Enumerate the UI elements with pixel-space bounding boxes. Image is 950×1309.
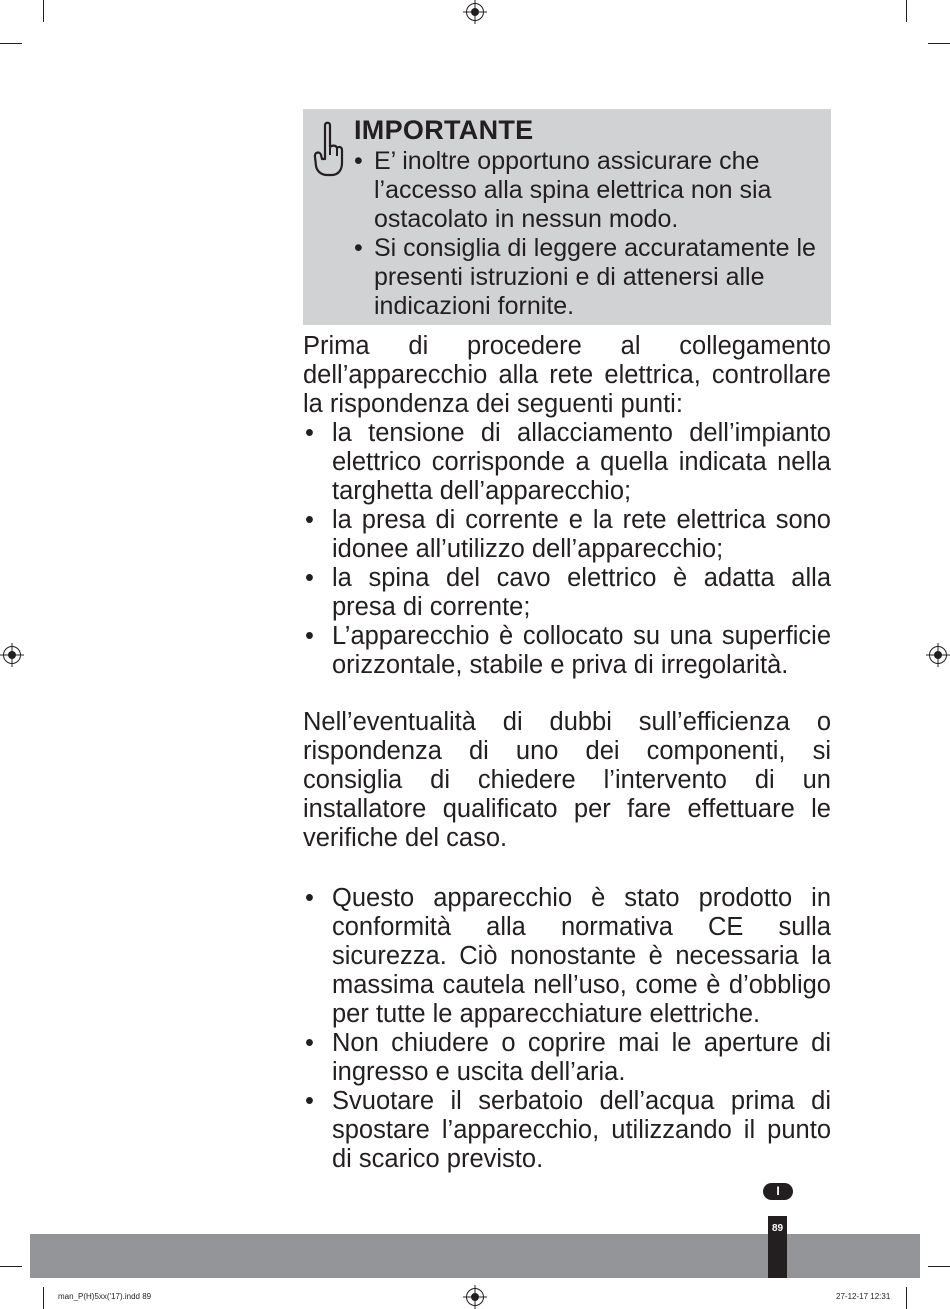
- crop-mark: [43, 0, 44, 22]
- doubts-paragraph: Nell’eventualità di dubbi sull’efficienza o rispondenza di uno dei componenti, si consiglia di chiedere l’intervento di un installatore qualificato per fare effettuare le verifiche del caso.: [303, 708, 831, 852]
- list-item: • Questo apparecchio è stato prodotto in conformità alla normativa CE sulla sicurezza. Ciò nonostante è necessaria la massima cautela nell’uso, come è d’obbligo per tutte le apparecchiature elettriche.: [303, 884, 831, 1029]
- file-slug: man_P(H)5xx('17).indd 89: [58, 1292, 152, 1301]
- crop-mark: [0, 43, 22, 44]
- list-item: • E’ inoltre opportuno assicurare che l’accesso alla spina elettrica non sia ostacolato in nessun modo.: [354, 147, 824, 234]
- registration-mark-icon: [466, 3, 484, 21]
- list-item: • L’apparecchio è collocato su una superficie orizzontale, stabile e priva di irregolarità.: [303, 622, 831, 680]
- registration-mark-icon: [929, 646, 947, 664]
- checks-list: [303, 419, 831, 680]
- page-number: 89: [771, 1223, 784, 1234]
- list-item: • la spina del cavo elettrico è adatta alla presa di corrente;: [303, 564, 831, 622]
- warnings-list: [303, 884, 831, 1174]
- list-item: • la tensione di allacciamento dell’impianto elettrico corrisponde a quella indicata nella targhetta dell’apparecchio;: [303, 419, 831, 506]
- connection-checks-section: [303, 332, 831, 680]
- crop-mark: [928, 1266, 950, 1267]
- doubts-section: [303, 708, 831, 853]
- crop-mark: [0, 1266, 22, 1267]
- list-item: • Svuotare il serbatoio dell’acqua prima di spostare l’apparecchio, utilizzando il punto di scarico previsto.: [303, 1087, 831, 1174]
- language-badge: I: [763, 1183, 793, 1200]
- list-item: • Non chiudere o coprire mai le aperture di ingresso e uscita dell’aria.: [303, 1029, 831, 1087]
- registration-mark-icon: [3, 646, 21, 664]
- pointing-hand-icon: [311, 121, 345, 179]
- crop-mark: [928, 43, 950, 44]
- warnings-section: [303, 884, 831, 1174]
- crop-mark: [906, 1287, 907, 1309]
- crop-mark: [906, 0, 907, 22]
- list-item: • Si consiglia di leggere accuratamente le presenti istruzioni e di attenersi alle indicazioni fornite.: [354, 234, 824, 321]
- list-item: • la presa di corrente e la rete elettrica sono idonee all’utilizzo dell’apparecchio;: [303, 506, 831, 564]
- date-slug: 27-12-17 12:31: [836, 1292, 891, 1301]
- important-notice-box: [303, 109, 831, 325]
- registration-mark-icon: [466, 1288, 484, 1306]
- intro-paragraph: Prima di procedere al collegamento dell’apparecchio alla rete elettrica, controllare la rispondenza dei seguenti punti:: [303, 332, 831, 418]
- crop-mark: [43, 1287, 44, 1309]
- important-title: IMPORTANTE: [354, 115, 534, 145]
- important-list: [354, 147, 824, 321]
